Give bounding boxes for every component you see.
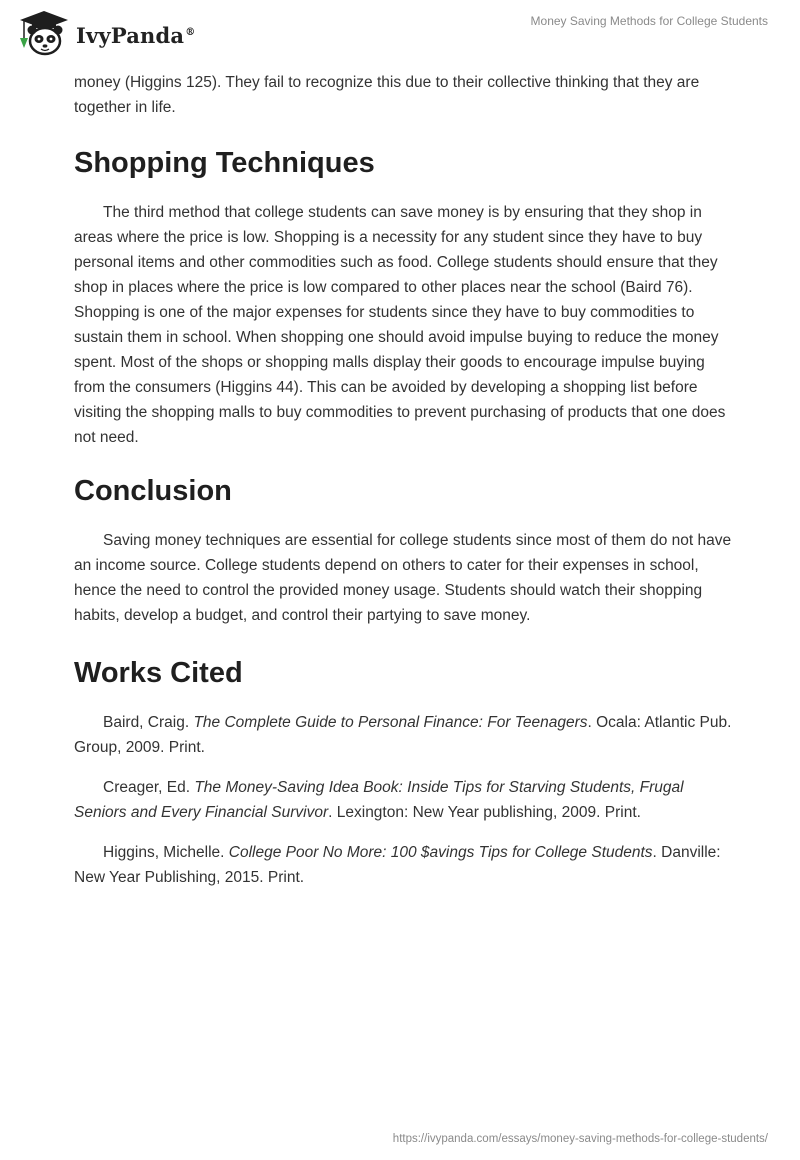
logo-wordmark: IvyPanda® — [76, 22, 196, 48]
heading-conclusion: Conclusion — [74, 475, 232, 507]
document-title: Money Saving Methods for College Students — [530, 14, 768, 28]
heading-works-cited: Works Cited — [74, 657, 243, 689]
citation-creager: Creager, Ed. The Money-Saving Idea Book: Inside Tips for Starving Students, Frugal Seniors and Every Financial Survivor. Lexington: New Year publishing, 2009. Print. — [74, 779, 684, 821]
ivypanda-logo[interactable] — [14, 8, 195, 58]
citation-higgins: Higgins, Michelle. College Poor No More: 100 $avings Tips for College Students. Danville: New Year Publishing, 2015. Print. — [74, 844, 721, 886]
source-url-link[interactable]: https://ivypanda.com/essays/money-saving-methods-for-college-students/ — [392, 1133, 768, 1145]
essay-body — [74, 70, 734, 905]
panda-graduate-icon — [14, 8, 74, 58]
shopping-paragraph: The third method that college students can save money is by ensuring that they shop in areas where the price is low. Shopping is a necessity for any student since they have to buy personal items and other commodities such as food. College students should ensure that they shop in places where the price is low compared to other places near the school (Baird 76). Shopping is one of the major expenses for students since they have to buy commodities to sustain them in school. When shopping one should avoid impulse buying to reduce the money spent. Most of the shops or shopping malls display their goods to encourage impulse buying from the consumers (Higgins 44). This can be avoided by developing a shopping list before visiting the shopping malls to buy commodities to prevent purchasing of products that one does not need. — [74, 204, 726, 446]
page-header — [0, 0, 800, 64]
citation-baird: Baird, Craig. The Complete Guide to Personal Finance: For Teenagers. Ocala: Atlantic Pub. Group, 2009. Print. — [74, 714, 732, 756]
conclusion-paragraph: Saving money techniques are essential for college students since most of them do not have an income source. College students depend on others to cater for their expenses in school, hence the need to control the provided money usage. Students should watch their shopping habits, develop a budget, and control their partying to save money. — [74, 532, 732, 624]
heading-shopping-techniques: Shopping Techniques — [74, 147, 375, 179]
intro-paragraph: money (Higgins 125). They fail to recognize this due to their collective thinking that they are together in life. — [74, 74, 700, 116]
